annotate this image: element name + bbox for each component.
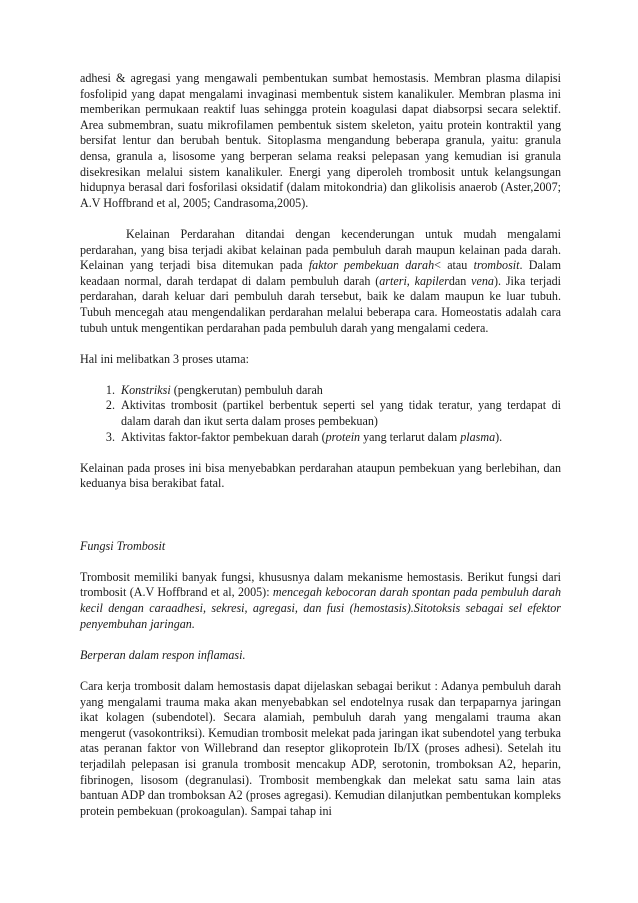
italic-term: Konstriksi <box>121 382 171 397</box>
text-run: ). Jika terjadi perdarahan, darah keluar dari pembuluh darah tersebut, baik ke dalam maupun ke luar tubuh. Tubuh mencegah atau mengendalikan perdarahan melalui beberapa cara. Homeostatis adalah cara tubuh untuk mengentikan perdarahan pada pembuluh darah yang mengalami cedera. <box>80 273 561 335</box>
list-item <box>118 430 561 446</box>
italic-term: faktor pembekuan darah <box>308 258 435 273</box>
text-run: . Dalam keadaan normal, darah terdapat di dalam pembuluh darah ( <box>80 258 561 288</box>
section-heading-fungsi <box>80 539 561 555</box>
paragraph-bleeding-disorders <box>80 227 561 336</box>
list-item <box>118 383 561 399</box>
paragraph-consequences: Kelainan pada proses ini bisa menyebabkan perdarahan ataupun pembekuan yang berlebihan, dan keduanya bisa berakibat fatal. <box>80 460 561 491</box>
list-item: 2. Aktivitas trombosit (partikel berbentuk seperti sel yang tidak teratur, yang terdapat di dalam darah dan ikut serta dalam proses pembekuan) <box>118 398 561 429</box>
text-run: yang terlarut dalam <box>360 429 461 444</box>
paragraph-hemostasis-mechanism: Cara kerja trombosit dalam hemostasis dapat dijelaskan sebagai berikut : Adanya pembuluh darah yang mengalami trauma maka akan menyebabkan sel endotelnya rusak dan terpaparnya jaringan ikat kolagen (subendotel). Secara alamiah, pembuluh darah yang mengalami trauma akan mengerut (vasokontriksi). Kemudian trombosit melekat pada jaringan ikat subendotel yang terbuka atas peranan faktor von Willebrand dan reseptor glikoprotein Ib/IX (proses adhesi). Setelah itu terjadilah pelepasan isi granula trombosit mencakup ADP, serotonin, tromboksan A2, heparin, fibrinogen, lisosom (degranulasi). Trombosit membengkak dan melekat satu sama lain atas bantuan ADP dan tromboksan A2 (proses agregasi). Kemudian dilanjutkan pembentukan kompleks protein pembekuan (prokoagulan). Sampai tahap ini <box>80 678 561 818</box>
text-run: dan <box>448 273 472 288</box>
paragraph-functions <box>80 570 561 632</box>
text-run: Aktivitas faktor-faktor pembekuan darah ( <box>121 429 326 444</box>
text-run: (pengkerutan) pembuluh darah <box>170 382 323 397</box>
text-run: Trombosit memiliki banyak fungsi, khususnya dalam mekanisme hemostasis. Berikut fungsi dari trombosit (A.V Hoffbrand et al, 2005): <box>80 569 561 600</box>
process-list <box>80 383 561 445</box>
text-run: Kelainan Perdarahan ditandai dengan kecenderungan untuk mudah mengalami perdarahan, yang bisa terjadi akibat kelainan pada pembuluh darah maupun kelainan pada darah. Kelainan yang terjadi bisa ditemukan pada <box>80 226 561 273</box>
heading-text: Fungsi Trombosit <box>80 538 166 553</box>
paragraph-platelet-structure: adhesi & agregasi yang mengawali pembentukan sumbat hemostasis. Membran plasma dilapisi fosfolipid yang dapat mengalami invaginasi membentuk sistem kanalikuler. Membran plasma ini memberikan permukaan reaktif luas sehingga protein koagulasi dapat diabsorpsi secara selektif. Area submembran, suatu mikrofilamen pembentuk sistem skeleton, yaitu protein kontraktil yang bersifat lentur dan berubah bentuk. Sitoplasma mengandung beberapa granula, yaitu: granula densa, granula a, lisosome yang berperan selama reaksi pelepasan yang kemudian isi granula disekresikan melalui sistem kanalikuler. Energi yang diperoleh trombosit untuk kelangsungan hidupnya berasal dari fosforilasi oksidatif (dalam mitokondria) dan glikolisis anaerob (Aster,2007; A.V Hoffbrand et al, 2005; Candrasoma,2005). <box>80 71 561 210</box>
italic-term: trombosit <box>473 258 520 273</box>
italic-term: vena <box>471 273 494 288</box>
italic-term: arteri, kapiler <box>379 273 449 288</box>
text-run: ). <box>495 429 503 444</box>
italic-term: protein <box>325 429 361 444</box>
italic-term: mencegah kebocoran darah spontan pada pembuluh darah kecil dengan caraadhesi, sekresi, agregasi, dan fusi (hemostasis).Sitotoksis sebagai sel efektor penyembuhan jaringan. <box>80 585 561 631</box>
section-heading-inflamasi <box>80 648 561 664</box>
italic-term: plasma <box>460 429 496 444</box>
heading-text: Berperan dalam respon inflamasi. <box>80 647 246 662</box>
text-run: < atau <box>434 258 474 273</box>
document-page <box>80 71 561 819</box>
paragraph-intro-list: Hal ini melibatkan 3 proses utama: <box>80 351 249 366</box>
